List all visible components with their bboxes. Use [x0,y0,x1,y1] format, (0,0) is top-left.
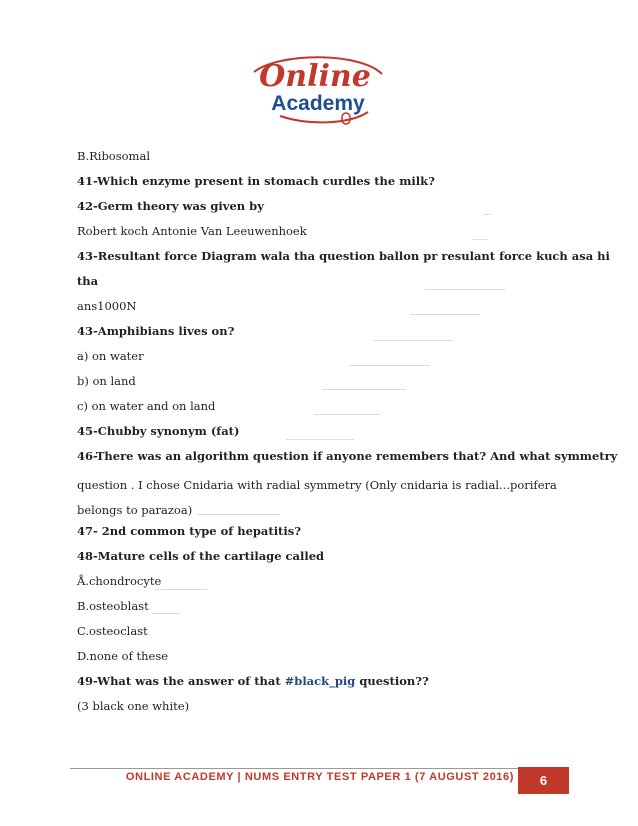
question-45: 45-Chubby synonym (fat) [77,424,240,438]
scan-mark [322,389,406,390]
page-content [77,148,618,723]
answer-42: Robert koch Antonie Van Leeuwenhoek [77,224,307,238]
option-c: c) on water and on land [77,399,216,413]
black-pig-hashtag: #black_pig [284,674,356,688]
option-b: b) on land [77,374,136,388]
scan-mark [286,439,354,440]
option-a: a) on water [77,349,144,363]
page-number: 6 [518,767,569,794]
question-47: 47- 2nd common type of hepatitis? [77,524,301,538]
question-43-cont: tha [77,274,99,288]
option-a-chondrocyte: Å.chondrocyte [77,574,162,588]
question-46: 46-There was an algorithm question if anyone remembers that? And what symmetry [77,449,618,463]
option-d-none: D.none of these [77,649,169,663]
footer-divider [70,768,518,769]
scan-mark [425,289,505,290]
question-49-prefix: 49-What was the answer of that [77,674,285,688]
scan-mark [373,340,453,341]
scan-mark [350,365,430,366]
question-46-cont: question . I chose Cnidaria with radial symmetry (Only cnidaria is radial...porifera belongs to parazoa) [77,478,557,517]
footer-title: ONLINE ACADEMY | NUMS ENTRY TEST PAPER 1 (7 AUGUST 2016) [125,771,514,783]
question-49-suffix: question?? [355,674,429,688]
scan-mark [198,514,280,515]
scan-mark [314,414,380,415]
scan-mark [483,214,491,215]
question-49 [77,673,572,698]
option-c-osteoclast: C.osteoclast [77,624,148,638]
question-43-resultant: 43-Resultant force Diagram wala tha question ballon pr resulant force kuch asa hi [77,249,610,263]
logo-academy-text: Academy [271,92,365,115]
online-academy-logo [240,50,390,132]
scan-mark [472,239,488,240]
scan-mark [155,589,207,590]
option-b-osteoblast: B.osteoblast [77,599,149,613]
question-42: 42-Germ theory was given by [77,199,264,213]
question-41: 41-Which enzyme present in stomach curdles the milk? [77,174,435,188]
logo-online-text: Online [259,59,371,94]
option-b-ribosomal: B.Ribosomal [77,149,150,163]
question-48: 48-Mature cells of the cartilage called [77,549,325,563]
answer-49: (3 black one white) [77,699,190,713]
scan-mark [152,613,180,614]
answer-43: ans1000N [77,299,137,313]
question-43-amphibians: 43-Amphibians lives on? [77,324,235,338]
scan-mark [410,314,480,315]
